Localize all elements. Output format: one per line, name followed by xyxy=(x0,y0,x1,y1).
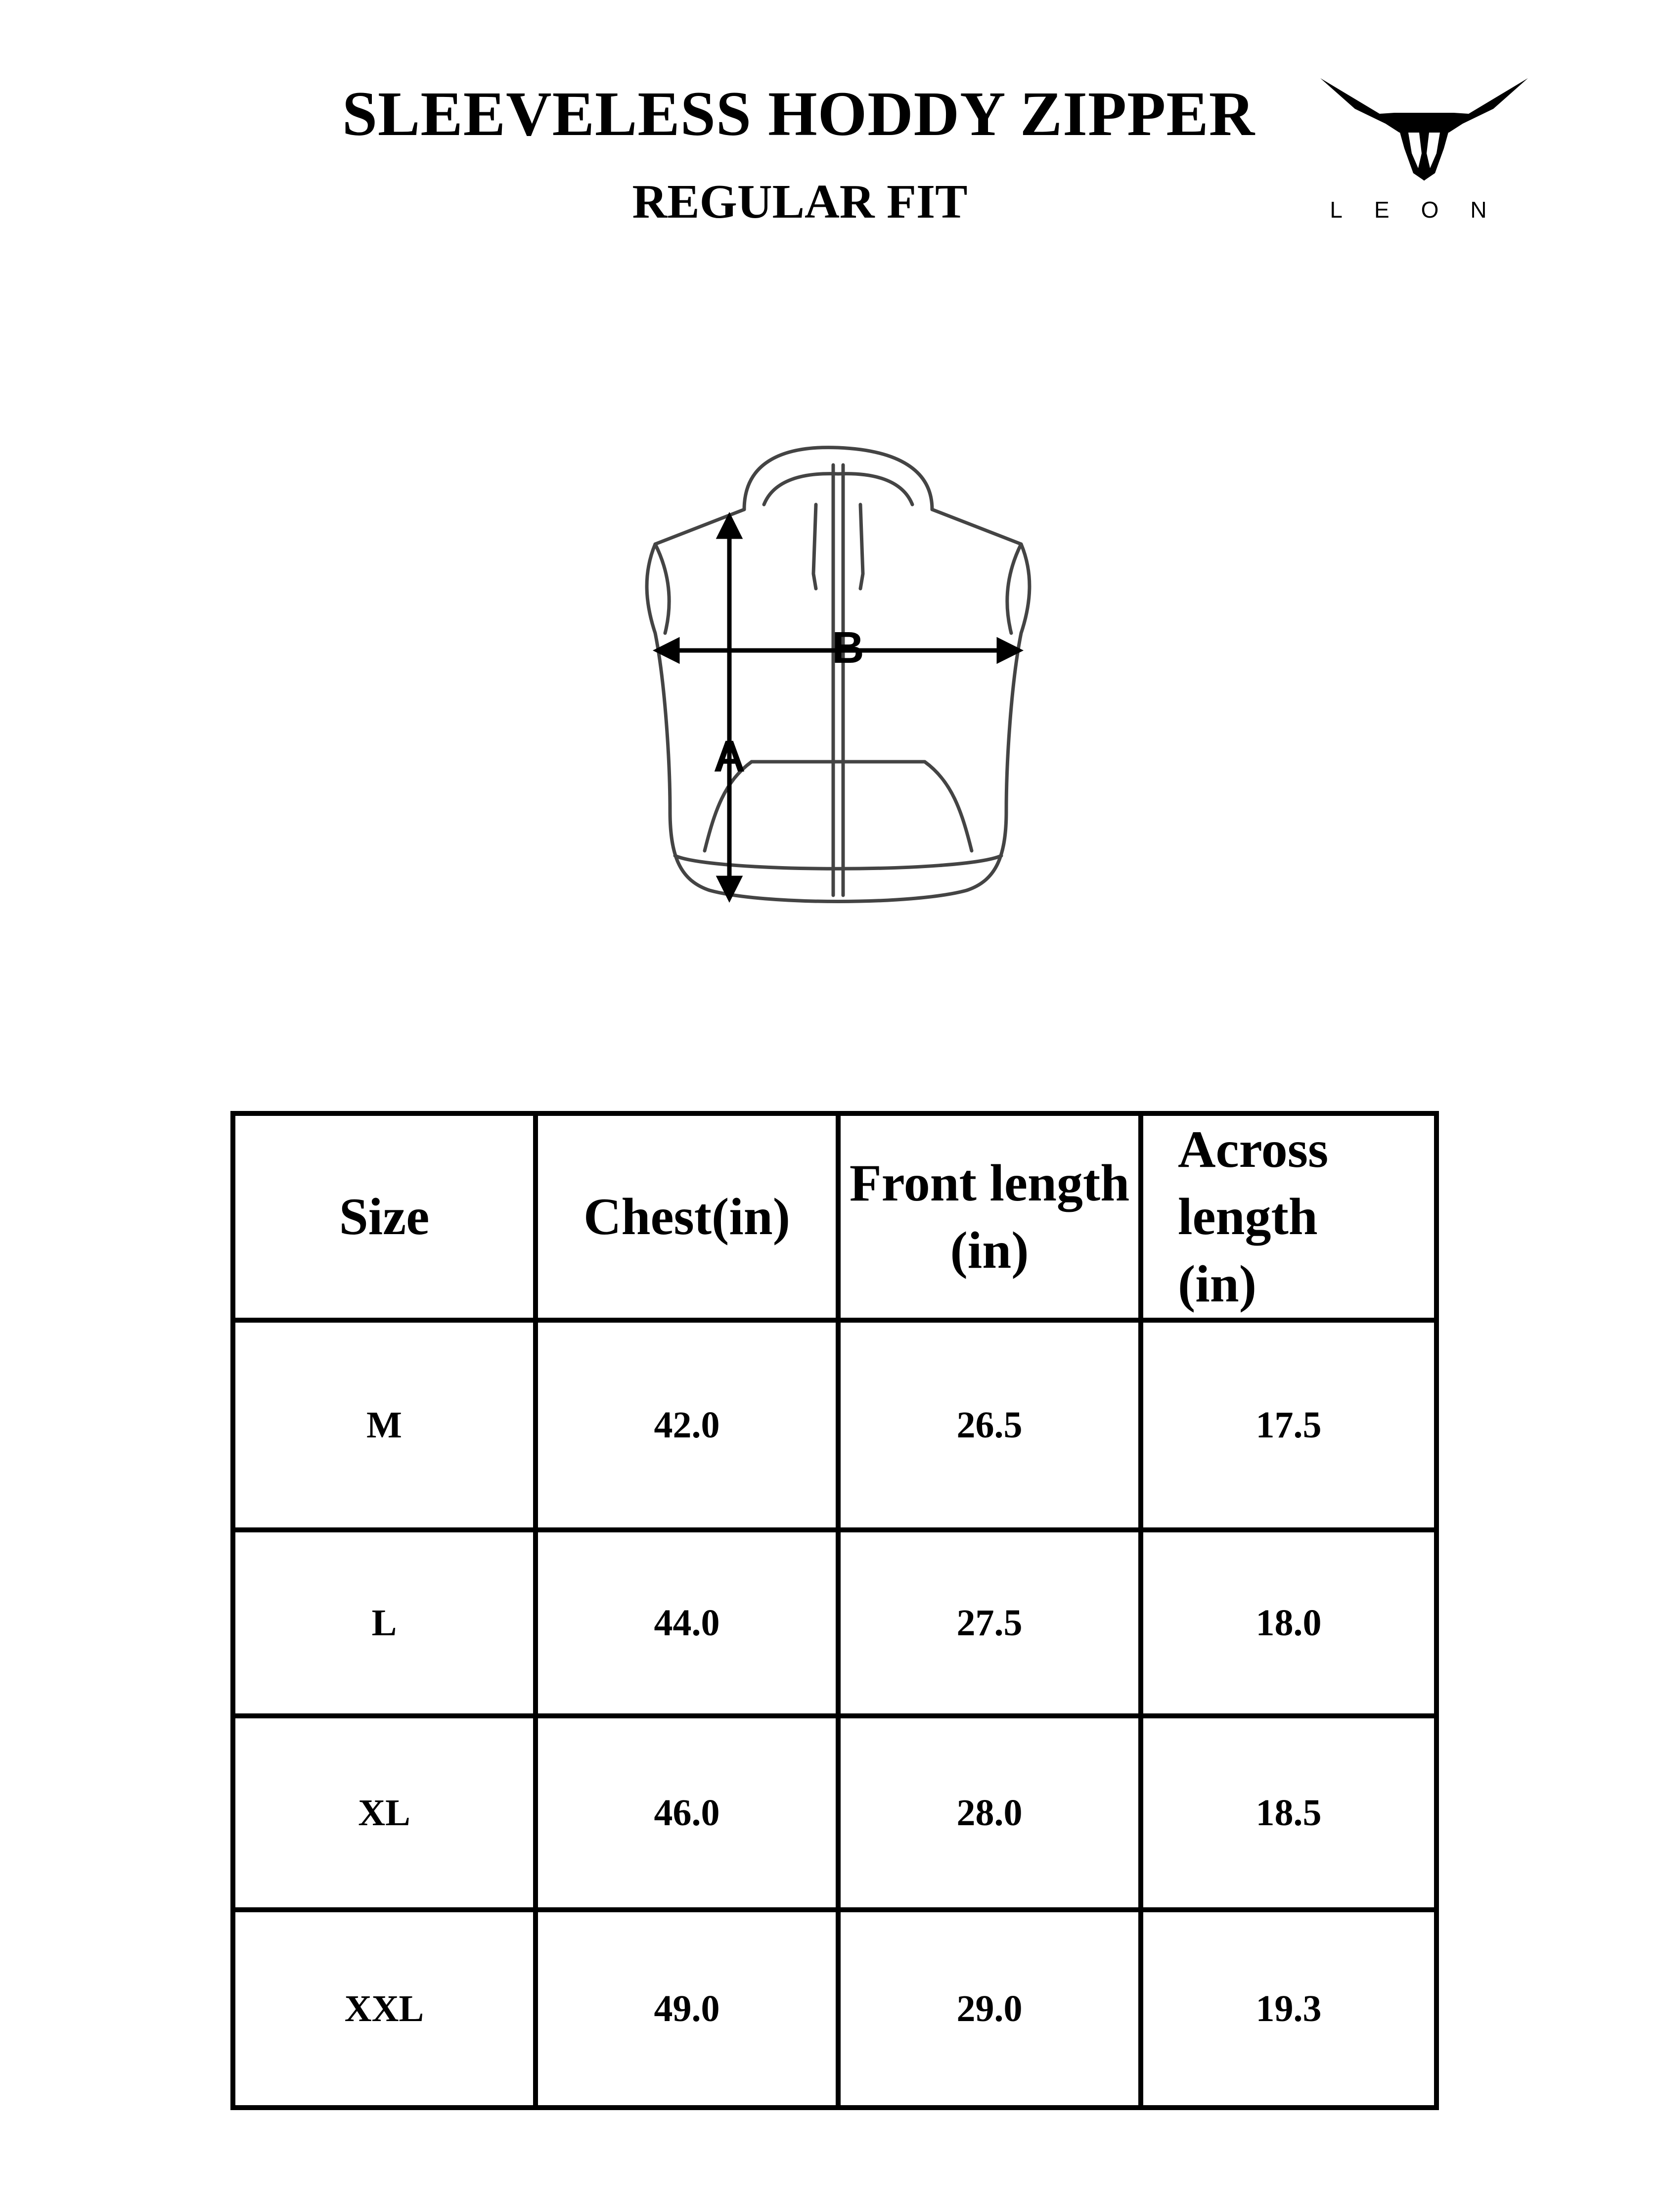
cell-chest: 44.0 xyxy=(536,1530,838,1716)
cell-size: XXL xyxy=(233,1910,536,2108)
cell-across-length: 18.5 xyxy=(1141,1716,1436,1910)
cell-chest: 42.0 xyxy=(536,1320,838,1530)
cell-front-length: 29.0 xyxy=(838,1910,1141,2108)
cell-chest: 49.0 xyxy=(536,1910,838,2108)
cell-front-length: 28.0 xyxy=(838,1716,1141,1910)
cell-across-length: 18.0 xyxy=(1141,1530,1436,1716)
sleeveless-zip-hoodie-outline-icon xyxy=(647,448,1030,902)
bull-head-logo-icon xyxy=(1320,74,1528,223)
header-across-line2: length xyxy=(1178,1188,1318,1245)
table-row xyxy=(233,1320,1436,1530)
header-front-line1: Front length xyxy=(849,1154,1130,1212)
table-row xyxy=(233,1716,1436,1910)
header-size: Size xyxy=(233,1113,536,1320)
page-subtitle: REGULAR FIT xyxy=(632,175,968,229)
table-row xyxy=(233,1910,1436,2108)
cell-size: L xyxy=(233,1530,536,1716)
page-title: SLEEVELESS HODDY ZIPPER xyxy=(342,79,1255,149)
label-chest-b: B xyxy=(832,623,864,673)
table-header-row xyxy=(233,1113,1436,1320)
table-row xyxy=(233,1530,1436,1716)
header-chest: Chest(in) xyxy=(536,1113,838,1320)
cell-front-length: 26.5 xyxy=(838,1320,1141,1530)
cell-front-length: 27.5 xyxy=(838,1530,1141,1716)
label-length-a: A xyxy=(713,732,746,782)
hoodie-diagram xyxy=(616,425,1061,960)
size-chart-table xyxy=(230,1111,1439,2110)
cell-across-length: 19.3 xyxy=(1141,1910,1436,2108)
cell-size: M xyxy=(233,1320,536,1530)
header-across-line3: (in) xyxy=(1178,1255,1256,1313)
header-across-line1: Across xyxy=(1178,1120,1329,1178)
cell-across-length: 17.5 xyxy=(1141,1320,1436,1530)
cell-chest: 46.0 xyxy=(536,1716,838,1910)
cell-size: XL xyxy=(233,1716,536,1910)
header-front-line2: (in) xyxy=(950,1221,1029,1279)
header-front-length xyxy=(838,1113,1141,1320)
header-across-length xyxy=(1141,1113,1436,1320)
brand-name: LEON xyxy=(1330,197,1519,223)
